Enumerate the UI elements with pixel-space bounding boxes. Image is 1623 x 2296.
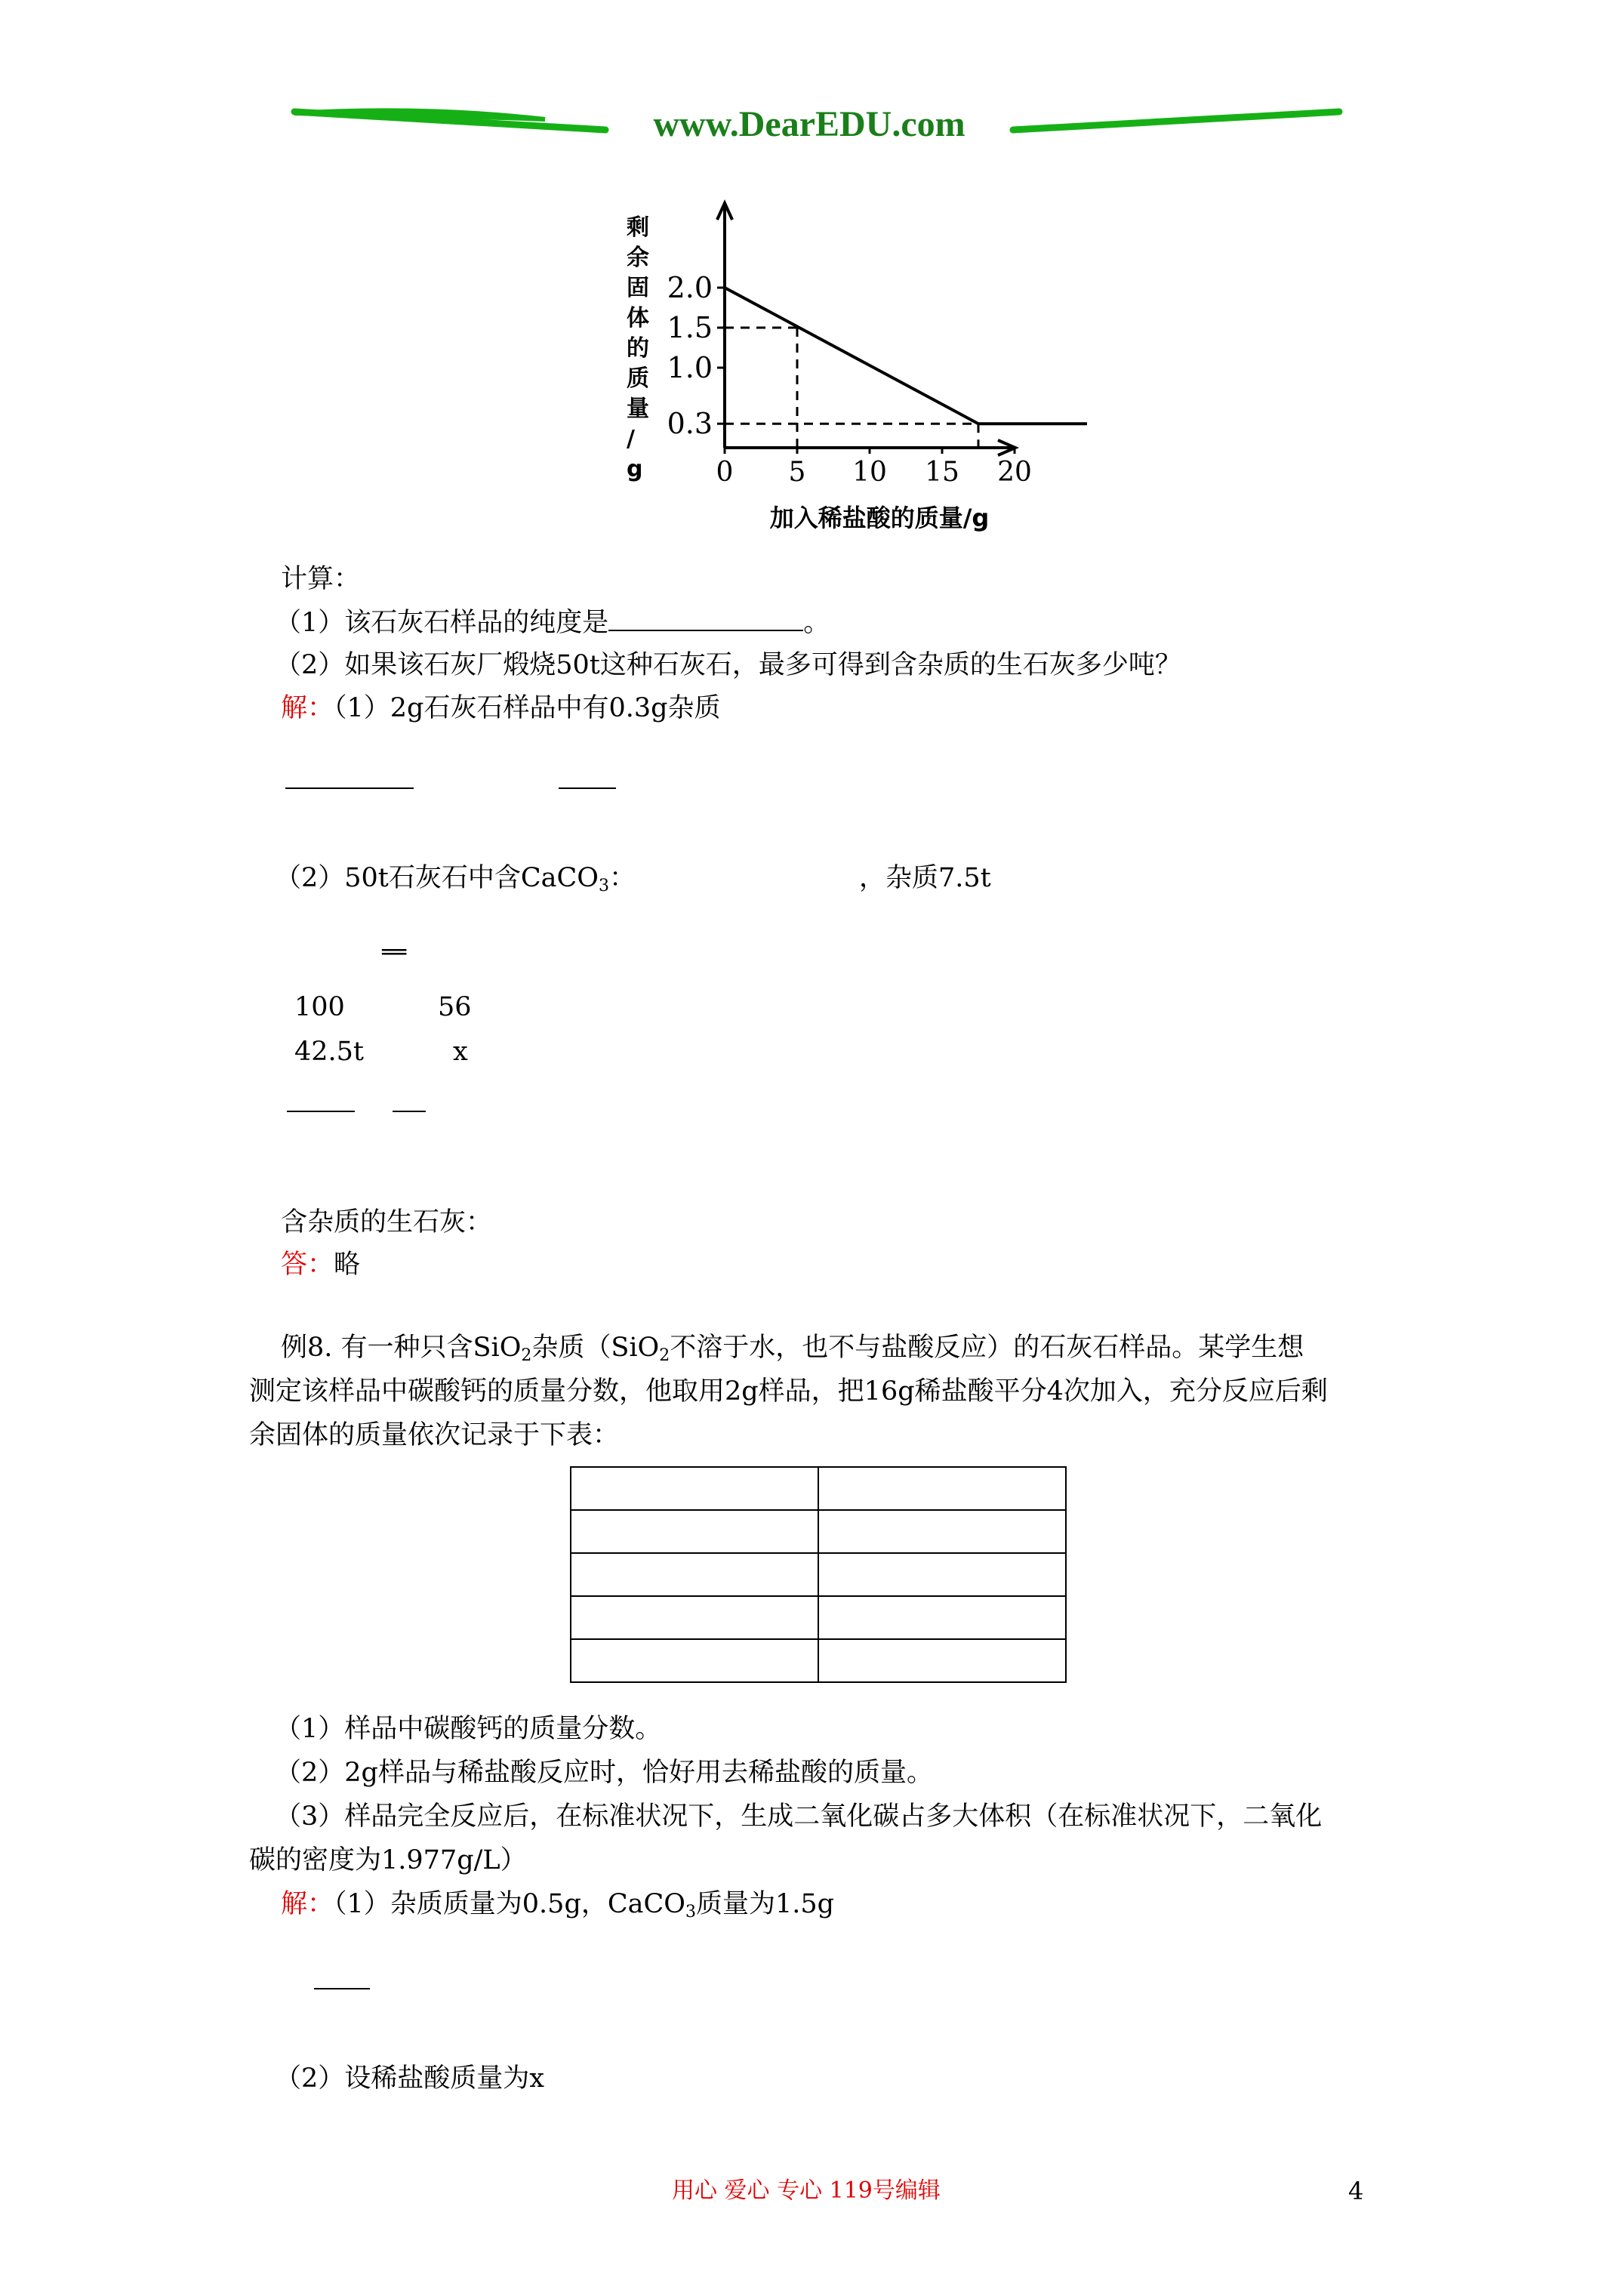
answer-blank — [608, 607, 803, 631]
right-swoosh-tail — [1013, 112, 1339, 130]
chart-y-ticks — [667, 271, 725, 440]
answer-2 — [275, 861, 636, 895]
example-8-line-1 — [281, 1331, 1304, 1364]
fraction-line — [287, 1111, 355, 1112]
fraction-line — [285, 787, 414, 789]
page-number: 4 — [1348, 2177, 1364, 2205]
calc-label: 计算： — [281, 564, 361, 594]
answer-label: 解： — [281, 693, 334, 723]
header-logo — [288, 91, 1345, 159]
table-cell — [571, 1596, 818, 1639]
answer-label: 解： — [281, 1889, 334, 1919]
example-8-question-1: （1）样品中碳酸钙的质量分数。 — [275, 1714, 662, 1744]
y-tick-label: 2.0 — [667, 271, 713, 304]
table-cell — [571, 1510, 818, 1553]
chart-x-ticks — [716, 448, 1032, 488]
answer-1 — [281, 692, 721, 725]
example-8-question-3-cont: 碳的密度为1.977g/L） — [249, 1845, 527, 1875]
x-tick-label: 5 — [788, 457, 806, 488]
table-row — [571, 1510, 1066, 1553]
answer-2-text: （2）50t石灰石中含CaCO — [275, 863, 599, 893]
table-row — [571, 1596, 1066, 1639]
y-axis-label: 剩余固体的质量/ g — [627, 214, 649, 482]
answer-text: 质量为1.5g — [695, 1889, 835, 1919]
fraction-line — [393, 1111, 426, 1112]
answer-2-colon: ： — [609, 863, 636, 893]
final-answer-text: 略 — [334, 1250, 361, 1280]
question-1 — [275, 606, 830, 639]
lime-label: 含杂质的生石灰： — [281, 1207, 493, 1237]
table-cell — [818, 1467, 1066, 1510]
x-tick-label: 20 — [997, 457, 1032, 488]
example-8-text: 不溶于水，也不与盐酸反应）的石灰石样品。某学生想 — [670, 1333, 1304, 1363]
table-cell — [818, 1510, 1066, 1553]
table-cell — [571, 1553, 818, 1596]
y-tick-label: 1.0 — [667, 351, 713, 384]
table-row — [571, 1467, 1066, 1510]
subscript: 2 — [521, 1346, 532, 1365]
value-42-5t: 42.5t — [294, 1037, 364, 1067]
table-cell — [571, 1639, 818, 1682]
chart-reference-lines — [725, 328, 978, 448]
subscript: 2 — [659, 1346, 670, 1365]
final-answer-label: 答： — [281, 1250, 334, 1280]
y-tick-label: 1.5 — [667, 311, 713, 344]
x-tick-label: 0 — [716, 457, 734, 488]
example-8-text: 例8. 有一种只含SiO — [281, 1333, 522, 1363]
fraction-line — [314, 1988, 370, 1989]
table-cell — [818, 1639, 1066, 1682]
x-tick-label: 15 — [925, 457, 959, 488]
table-row — [571, 1553, 1066, 1596]
site-name: www.DearEDU.com — [653, 104, 965, 144]
table-cell — [571, 1467, 818, 1510]
table-cell — [818, 1596, 1066, 1639]
impurity-text: ，杂质7.5t — [859, 863, 991, 893]
question-1-end: 。 — [803, 608, 830, 638]
chart-x-label: 加入稀盐酸的质量/g — [769, 504, 990, 532]
data-table — [570, 1466, 1067, 1683]
footer-text: 用心 爱心 专心 119号编辑 — [672, 2177, 941, 2204]
example-8-text: 杂质（SiO — [531, 1333, 660, 1363]
equation-sign: ══ — [382, 939, 404, 966]
value-56: 56 — [438, 992, 472, 1022]
example-8-line-3: 余固体的质量依次记录于下表： — [249, 1420, 620, 1450]
example-8-line-2: 测定该样品中碳酸钙的质量分数，他取用2g样品，把16g稀盐酸平分4次加入，充分反应后剩 — [249, 1376, 1328, 1407]
example-8-answer-1 — [281, 1888, 834, 1921]
answer-text: （1）杂质质量为0.5g，CaCO — [334, 1889, 685, 1919]
fraction-line — [559, 787, 616, 789]
chart-series — [725, 288, 1087, 424]
value-x: x — [453, 1037, 468, 1067]
residue-mass-chart — [604, 193, 1032, 544]
x-tick-label: 10 — [852, 457, 887, 488]
y-tick-label: 0.3 — [667, 407, 713, 441]
final-answer — [281, 1248, 360, 1281]
chart-y-label — [627, 214, 649, 482]
example-8-question-3: （3）样品完全反应后，在标准状况下，生成二氧化碳占多大体积（在标准状况下，二氧化 — [275, 1801, 1323, 1832]
table-row — [571, 1639, 1066, 1682]
question-2: （2）如果该石灰厂煅烧50t这种石灰石，最多可得到含杂质的生石灰多少吨？ — [275, 650, 1181, 680]
subscript: 3 — [685, 1903, 696, 1922]
chart-axes — [717, 203, 1015, 455]
example-8-answer-2: （2）设稀盐酸质量为x — [275, 2063, 545, 2094]
subscript: 3 — [599, 877, 609, 895]
example-8-question-2: （2）2g样品与稀盐酸反应时，恰好用去稀盐酸的质量。 — [275, 1758, 933, 1788]
answer-1-text: （1）2g石灰石样品中有0.3g杂质 — [334, 693, 721, 723]
value-100: 100 — [294, 992, 345, 1022]
question-1-text: （1）该石灰石样品的纯度是 — [275, 608, 609, 638]
residue-line — [725, 288, 1087, 424]
table-cell — [818, 1553, 1066, 1596]
